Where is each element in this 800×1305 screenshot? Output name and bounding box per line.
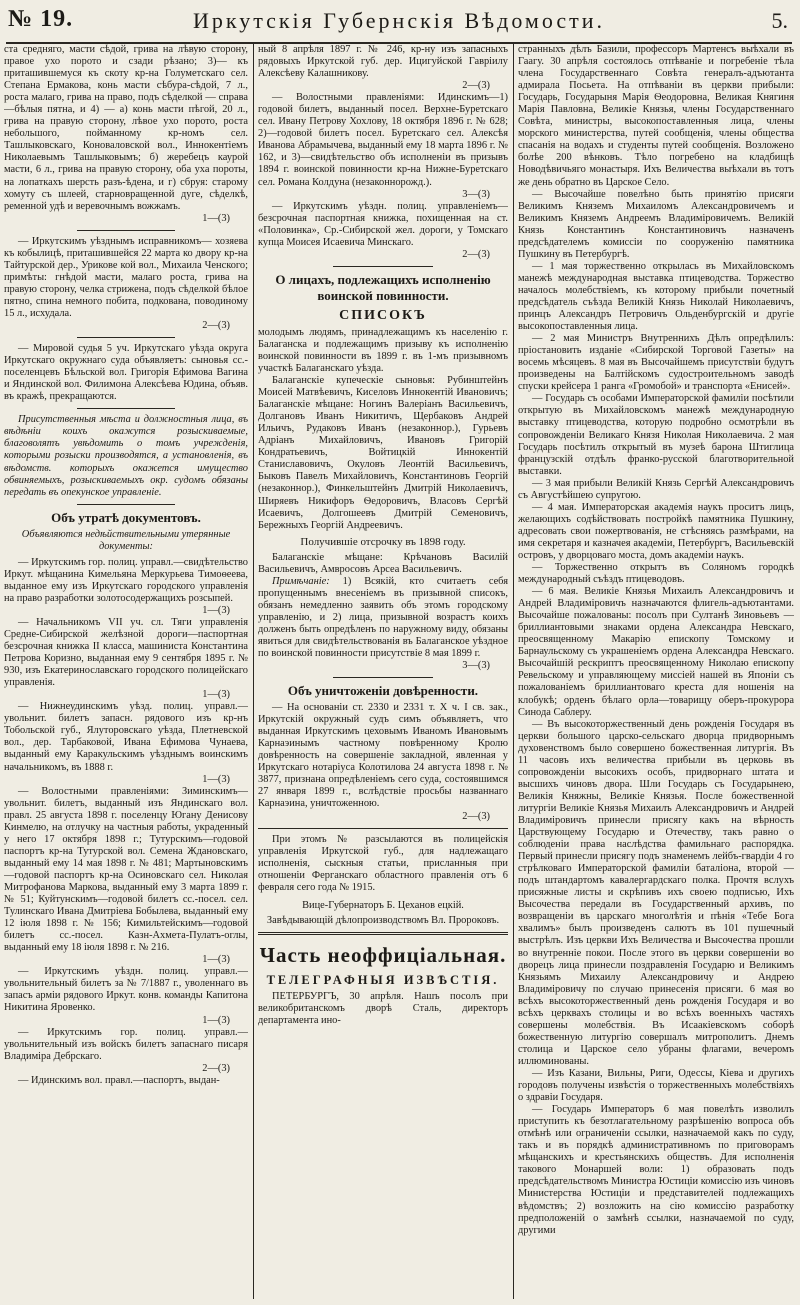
separator [333, 677, 433, 678]
note-label: Примѣчаніе: [272, 575, 330, 587]
newspaper-title: Иркутскія Губернскія Вѣдомости. [192, 8, 606, 33]
separator [258, 828, 508, 829]
note-text: 1) Всякій, кто считаетъ себя пропущеннымъ внесеніемъ въ призывной списокъ, обязанъ немедленно заявить объ этомъ городскому управленію, и 2) лица, призывной возрастъ коихъ долженъ быть опредѣленъ по наружному виду, обязаны явиться для свидѣтельствованія въ Балаганское уѣздное по воинской повинности присутствіе 8 мая 1899 г. [258, 575, 508, 660]
column-2 [258, 44, 508, 1299]
paragraph: — 3 мая прибыли Великій Князь Сергѣй Александровичъ съ Августѣйшею супругою. [518, 477, 794, 501]
paragraph: ста средняго, масти сѣдой, грива на лѣвую сторону, правое ухо порото и сзади рѣзано; 3)— къ приташившемуся къ скоту кр-на Голуметскаго сел. Степана Ермакова, конь масти сѣбура-сѣдой, 7 л., роста малаго, грива на право, подъ сѣделкой — справа—бѣлыя пятна, и 4) — а) конь масти пѣгой, 20 л., грива на правую сторону, лѣвое ухо порото, роста небольшого, пойманному кр-номъ сел. Ташлыковскаго, Коноваловской вол., Иннокентіемъ Николаевымъ Ташлыковымъ; б) жеребецъ каурой масти, 6 л., грива на правую сторону, оба уха пороты, на лопаткахъ шерсть разъ-ѣдена, и г) сбруя: старому хомуту съ шлеей, старновращенной дуге, сѣделкѣ, ременной удѣ и веревочнымъ вожжамъ. [4, 44, 248, 212]
paragraph: — 6 мая. Великіе Князья Михаилъ Александровичъ и Андрей Владиміровичъ назначаются флигель-адъютантами. Высочайше пожалованы: посолъ при Султанѣ Зиновьевъ — бриллиантовыми знаками ордена Александра Невскаго, преосвященному Макарію епископу Томскому и Барнаульскому съ украшеніемъ ордена Александра Невскаго. Высочайшій рескриптъ преосвященному Николаю епископу Ревельскому и управляющему миссіей нашей въ Японіи съ пожалованіемъ бриллиантоваго креста для ношенія на клобукѣ; орденъ бѣлаго орла—товарищу оберъ-прокурора Синода Саблеру. [518, 586, 794, 718]
paragraph: — Государь Императоръ 6 мая повелѣть изволилъ приступить къ безотлагательному разрѣшенію вопроса объ отмѣнѣ или ограниченіи ссылки, назначаемой какъ по суду, такъ и въ порядкѣ административномъ по приговорамъ мѣщанскихъ и крестьянскихъ обществъ. Для исполненія такового Монаршей воли: 1) образовать подъ предсѣдательствомъ Министра Юстиціи комиссію изъ чиновъ Министерства Юстиціи и представителей подлежащихъ вѣдомствъ; 2) возложить на сію комиссію разработку предположеній о замѣнѣ ссылки, назначаемой по суду, другими [518, 1104, 794, 1236]
telegraph-heading: ТЕЛЕГРАФНЫЯ ИЗВѢСТІЯ. [266, 972, 500, 987]
separator [258, 932, 508, 935]
paragraph: странныхъ дѣлъ Базили, профессоръ Мартенсъ выѣхали въ Гаагу. 30 апрѣля состоялось отпѣваніе и погребеніе тѣла члена Государственнаго Совѣта генералъ-адъютанта адмирала Посьета. На отпѣваніи въ церкви прибыли: Государь, Государыня Марія Ѳеодоровна, Великая Княгиня Марія Павловна, Великіе Князья, члены Государственнаго Совѣта, министры, высокопоставленныя лица, члены морского министерства, путей сообщенія, члены общества спасанія на водахъ и студенты путей сообщенія. Возложено болѣе 200 вѣнковъ. Тѣло погребено на кладбищѣ Новодѣвичьяго монастыря. Ихъ Величества выѣхали въ тотъ же день обратно въ Царское Село. [518, 44, 794, 188]
signature-mark: 3—(3) [462, 188, 490, 200]
subsection-title: Получившіе отсрочку въ 1898 году. [300, 535, 466, 548]
paragraph [258, 576, 508, 660]
paragraph: — Иркутскимъ уѣздн. полиц. управл.—увольнительный билетъ за № 7/1887 г., уволеннаго въ запасъ арміи рядового Иркут. конв. команды Капитона Никитина Яровенко. [4, 966, 248, 1014]
signature-mark: 2—(3) [462, 810, 490, 822]
paragraph: ПЕТЕРБУРГЪ, 30 апрѣля. Нашъ посолъ при великобританскомъ дворѣ Сталь, директоръ департамента ино- [258, 990, 508, 1026]
paragraph: — Волостными правленіями: Зиминскимъ— увольнит. билетъ, выданный изъ Яндинскаго вол. правл. 25 августа 1898 г. поселенцу Югану Денисову Кинмелю, на отлучку на частныя работы, украденный у него 17 октября 1898 г.; Тутурскимъ—годовой паспортъ кр-на Тутурской вол. Семена Ждановскаго, выданный ему 14 мая 1898 г. № 481; Мартыновскимъ—годовой паспортъ кр-на Осиновскаго сел. Николая Митрофанова Маркова, выданный ему 3 марта 1899 г. № 51; Куйтунскимъ—годовой билетъ сс.-посел. сел. Тулинскаго Ивана Дмитріева Бобылева, выданный ему 12 іюля 1898 г. № 156; Кимильтейскимъ—годовой билетъ сс.-посел. Казн-Ахмета-Пулатъ-оглы, выданный ему 18 іюля 1898 г. № 216. [4, 785, 248, 954]
signature-mark: 1—(3) [202, 689, 230, 701]
signature-mark: 2—(3) [202, 320, 230, 332]
masthead [6, 2, 792, 44]
signature-mark: 2—(3) [462, 80, 490, 92]
signature-line: Завѣдывающій дѣлопроизводствомъ Вл. Пророковъ. [266, 914, 500, 926]
paragraph: — На основаніи ст. 2330 и 2331 т. X ч. I св. зак., Иркутскій окружный судъ симъ объявляетъ, что выданная Иркутскимъ цеховымъ Иваномъ Ивановымъ Карнаэинымъ частному повѣренному Кролю довѣренность на совершеніе закладной, явленная у Иркутскаго нотаріуса Колотилова 24 августа 1898 г. № 3877, признана опредѣленіемъ сего суда, состоявшимся 27 января 1899 г., вслѣдствіе просьбы названнаго Карнаэина, уничтоженною. [258, 702, 508, 810]
list-title: СПИСОКЪ [339, 307, 427, 323]
signature-mark: 2—(3) [462, 248, 490, 260]
page-number: 5. [771, 8, 788, 33]
paragraph: — Изъ Казани, Вильны, Риги, Одессы, Кіева и другихъ городовъ получены извѣстія о торжественныхъ молебствіяхъ о здравіи Государя. [518, 1067, 794, 1104]
separator [77, 408, 175, 409]
signature-mark: 3—(3) [462, 660, 490, 672]
separator [77, 230, 175, 231]
separator [77, 504, 175, 505]
paragraph: — Идинскимъ вол. правл.—паспортъ, выдан- [18, 1074, 220, 1086]
paragraph: При этомъ № разсылаются въ полицейскія управленія Иркутской губ., для надлежащаго исполненія, сыскныя статьи, присланныя при отношеніи Ферганскаго областного правленія отъ 6 февраля сего года № 1915. [258, 833, 508, 893]
paragraph: — Иркутскимъ гор. полиц. управл.—свидѣтельство Иркут. мѣщанина Кимельяна Меркурьева Тимоѳеева, выданное ему изъ Иркутскаго городского управленія на право разработки золотосодержащихъ розсыпей. [4, 556, 248, 604]
paragraph: — 2 мая Министръ Внутреннихъ Дѣлъ опредѣлилъ: пріостановить изданіе «Сибирской Торговой Газеты» на восемь мѣсяцевъ. 8 мая въ Высочайшемъ присутствіи будутъ произведены на Балтійскомъ судостроительномъ заводѣ спуски крейсера 1 ранга «Громобой» и транспорта «Енисей». [518, 333, 794, 393]
paragraph: — Иркутскимъ гор. полиц. управл.—увольнительный изъ войскъ билетъ запаснаго писаря Владиміра Дебрскаго. [4, 1026, 248, 1062]
signature-mark: 1—(3) [202, 1014, 230, 1026]
column-3 [518, 44, 794, 1299]
signature-mark: 1—(3) [202, 954, 230, 966]
paragraph: Балаганскіе купеческіе сыновья: Рубинштейнъ Моисей Матвѣевичъ, Киселовъ Иннокентій Ивановичъ; Балаганскіе мѣщане: Ногинъ Валеріанъ Васильевичъ, Долгановъ Иванъ Никитичъ, Щербаковъ Андрей Ильичъ, Рудаковъ Иванъ (незаконнор.), Гурьевъ Адріанъ Михайловичъ, Ивановъ Григорій Кондратьевичъ, Войтицкій Иннокентій Станиславовичъ, Окуловъ Леонтій Васильевичъ, Быковъ Павелъ Михайловичъ, Константиновъ Георгій (незаконнор.), Финкельштейнъ Дмитрій Николаевичъ, Ширяевъ Никифоръ Ѳедоровичъ, Власовъ Сергѣй Исаевичъ, Долгошеевъ Дмитрій Семеновичъ, Бережныхъ Георгій Андреевичъ. [258, 375, 508, 531]
column-1 [4, 44, 248, 1299]
separator [77, 337, 175, 338]
section-subheading: Объявляются недѣйствительными утерянные документы: [21, 528, 231, 552]
separator [333, 266, 433, 267]
paragraph: — Иркутскимъ уѣзднымъ исправникомъ— хозяева къ кобылицѣ, приташившейся 22 марта ко двору кр-на Тайтурской дер., Урикове кой вол., Михаила Ченского; примѣты: гнѣдой масти, малаго роста, грива на правую сторону, челка стрижена, подъ сѣделкой бѣлое пятно, спина немного побита, подкована, поводиному 15 л., исхудала. [4, 235, 248, 319]
paragraph: — Въ высокоторжественный день рожденія Государя въ церкви большого царско-сельскаго дворца придворнымъ духовенствомъ было совершено божественная литургія. Въ 11 часовъ ихъ величества прибыли въ церковь въ сопровожденіи высокихъ особъ, придворнаго штата и высшихъ чиновъ двора. Шли Государь съ Государынею, Великія Княжны, Великіе Князья. После божественной литургіи Великіе Князья Михаилъ Александровичъ и Андрей Владиміровичъ принесли присягу какъ на вѣрность Царствующему Государю и Отечеству, такъ равно о соблюденіи права наслѣдства фамильнаго распорядка. Первый принесли присягу подъ знаменемъ лейбъ-гвардіи 4 го стрѣлковаго Императорской фамиліи баталіона, второй — подъ штандартомъ кавалергардскаго полка. Прочтя вслухъ присяжные листы и скрѣпивъ ихъ своею подписью, Ихъ Высочества передали въ Государственный архивъ, по возвращеніи въ царскаго многолѣтія и пѣнія «Тебе Бога хвалимъ» былъ произведенъ салютъ въ 101 пушечный выстрѣлъ. Изъ церкви Ихъ Величества и Высочества прошли во внутренніе покои. После этого въ церкви совершеніи во дворецъ лица принесли поздравленія Государю и Великимъ Князьямъ Михаилу Александровичу и Андрею Владиміровичу по случаю принесенія присяги. 6 мая во всѣхъ высокоторжественный день рожденія Государя и во всѣхъ церквахъ столицы и во всѣхъ военныхъ частяхъ совершены молебствія. Въ Исаакіевскомъ соборѣ божественную литургію совершалъ митрополитъ. Днемъ столица и Царское село убраны флагами, вечеромъ иллюминованы. [518, 718, 794, 1067]
section-heading: Объ утратѣ документовъ. [51, 509, 201, 525]
part-heading: Часть неоффиціальная. [259, 942, 507, 967]
paragraph: — Начальникомъ VII уч. сл. Тяги управленія Средне-Сибирской желѣзной дороги—паспортная безсрочная книжка II класса, машиниста Константина Петрова Коризно, выданная ему 9 сентября 1895 г. № 930, изъ Екатеринославскаго городского полицейскаго управленія. [4, 616, 248, 689]
paragraph: Балаганскіе мѣщане: Крѣчановъ Василій Васильевичъ, Амвросовъ Арсеа Васильевичъ. [258, 551, 508, 575]
signature-mark: 2—(3) [202, 1062, 230, 1074]
column-rule [253, 44, 254, 1299]
section-heading: О лицахъ, подлежащихъ исполненію воинской повинности. [275, 271, 491, 303]
paragraph: — Волостными правленіями: Идинскимъ—1) годовой билетъ, выданный посел. Верхне-Буретскаго сел. Ивану Петрову Хохлову, 18 октября 1896 г. № 628; 2)—годовой билетъ посел. Буретскаго сел. Алексѣя Иванова Абрамычева, выданный ему 18 марта 1896 г. № 162, и 3)—свидѣтельство объ исполненіи въ призывъ 1894 г. воинской повинности кр-на Нижне-Буретскаго сел. Романа Колдуна (незаконнорожд.). [258, 92, 508, 188]
paragraph: — Государь съ особами Императорской фамиліи посѣтили открытую въ Михайловскомъ манежѣ международную выставку птицеводства, которую подробно осмотрѣли въ сопровожденіи Великаго Князя Николая Николаевича. 2 мая Государь посѣтилъ открытый въ музеѣ барона Штиглица французскій отдѣлъ франко-русской благотворительной выставки. [518, 393, 794, 477]
paragraph: молодымъ людямъ, принадлежащимъ къ населенію г. Балаганска и подлежащимъ призыву къ исполненію воинской повинности въ 1899 г. въ 1-мъ призывномъ участкѣ Балаганскаго уѣзда. [258, 326, 508, 374]
signature-line: Вице-Губернаторъ Б. Цеханов ецкій. [302, 899, 464, 911]
column-rule [513, 44, 514, 1299]
section-heading: Объ уничтоженіи довѣренности. [287, 683, 479, 699]
paragraph: — Иркутскимъ уѣздн. полиц. управленіемъ—безсрочная паспортная книжка, похищенная на ст. «Половинка», Ср.-Сибирской жел. дороги, у Томскаго купца Моисея Исаевича Минскаго. [258, 200, 508, 248]
signature-mark: 1—(3) [202, 604, 230, 616]
italic-notice: Присутственныя мѣста и должностныя лица, въ вѣдѣніи коихъ окажутся розыскиваемые, благоволятъ увѣдомить о томъ учрежденія, которыми розыски производятся, а установленія, въ вѣдомств. которыхъ окажется имущество обвиняемыхъ, розыскиваемыхъ окр. судомъ обязаны передать въ опекунское управленіе. [4, 414, 248, 498]
paragraph: — Мировой судья 5 уч. Иркутскаго уѣзда округа Иркутскаго окружнаго суда объявляетъ: сыновья сс.-поселенцевъ Бѣльской вол. Григорія Ефимова Вагина и Яндинской вол. Филимона Алексѣева Юдина, объяв. въ кражѣ, прекращаются. [4, 343, 248, 403]
signature-mark: 1—(3) [202, 212, 230, 224]
issue-number: № 19. [8, 6, 74, 32]
paragraph: — Нижнеудинскимъ уѣзд. полиц. управл.— увольнит. билетъ запасн. рядового изъ кр-нъ Тобольской губ., Ялуторовскаго уѣзда, Плетневской вол., дер. Тарбаковой, Ивана Ефимова Чунаева, выданный ему Каракульскимъ уѣзднымъ воинскимъ начальникомъ, въ 1888 г. [4, 701, 248, 773]
paragraph: — 1 мая торжественно открылась въ Михайловскомъ манежѣ международная выставка птицеводства. Торжество началось молебствіемъ, къ которому прибыли почетный предсѣдатель съѣзда Великій Князь Николай Николаевичъ, принцъ Александръ Петровичъ Ольденбургскій и другіе высокопоставленныя лица. [518, 260, 794, 333]
paragraph: ный 8 апрѣля 1897 г. № 246, кр-ну изъ запасныхъ рядовыхъ Иркутской губ. дер. Ицигуйской Гавріилу Алексѣеву Калашникову. [258, 44, 508, 80]
signature-mark: 1—(3) [202, 773, 230, 785]
paragraph: — Высочайше повелѣно быть принятію присяги Великимъ Княземъ Михаиломъ Александровичемъ и Великимъ Княземъ Андреемъ Владиміровичемъ. Великій Князь Константинъ Константиновичъ назначенъ предсѣдателемъ комиссіи по сооруженію памятника Пушкину въ Петербургѣ. [518, 188, 794, 260]
paragraph: — 4 мая. Императорская академія наукъ проситъ лицъ, желающихъ содѣйствовать постройкѣ памятника Пушкину, адресовать свои пожертвованія, не стѣсняясь размѣрами, на имя секретаря и казначея академіи, Петербургъ, Васильевскій островъ, у дворцоваго моста, домъ академіи наукъ. [518, 501, 794, 561]
paragraph: — Торжественно открытъ въ Соляномъ городкѣ международный съѣздъ птицеводовъ. [518, 562, 794, 586]
